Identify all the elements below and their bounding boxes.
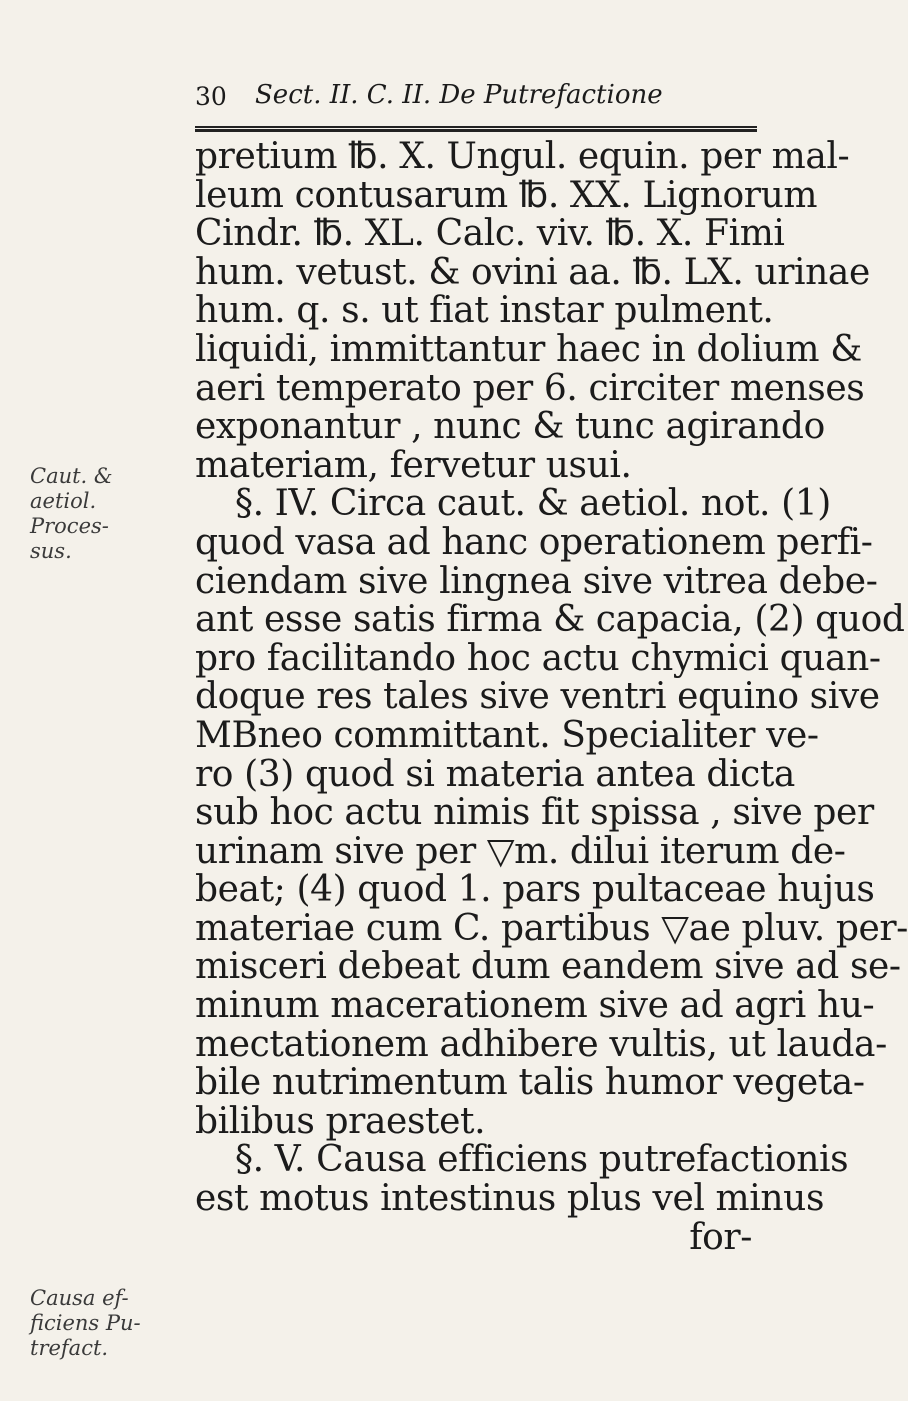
margin-note-line: trefact. xyxy=(30,1336,109,1360)
text-line: hum. vetust. & ovini aa. ℔. LX. urinae xyxy=(195,251,870,293)
page-number: 30 xyxy=(195,82,227,111)
text-line: est motus intestinus plus vel minus xyxy=(195,1178,825,1220)
running-head: Sect. II. C. II. De Putrefactione xyxy=(255,80,663,110)
header-rule xyxy=(195,126,757,132)
margin-note-line: Causa ef- xyxy=(30,1286,129,1310)
text-line: beat; (4) quod 1. pars pultaceae hujus xyxy=(195,869,875,911)
text-line: leum contusarum ℔. XX. Lignorum xyxy=(195,174,818,216)
text-line: Cindr. ℔. XL. Calc. viv. ℔. X. Fimi xyxy=(195,213,785,255)
text-line: ro (3) quod si materia antea dicta xyxy=(195,753,795,795)
text-line: urinam sive per ▽m. dilui iterum de- xyxy=(195,830,846,872)
margin-note-line: ficiens Pu- xyxy=(30,1311,141,1335)
text-line: bile nutrimentum talis humor vegeta- xyxy=(195,1062,865,1104)
page-header xyxy=(195,78,755,128)
text-line: quod vasa ad hanc operationem perfi- xyxy=(195,521,873,563)
margin-note-line: aetiol. xyxy=(30,489,97,513)
text-line: pretium ℔. X. Ungul. equin. per mal- xyxy=(195,136,850,177)
text-line: doque res tales sive ventri equino sive xyxy=(195,676,880,718)
text-line: materiae cum C. partibus ▽ae pluv. per- xyxy=(195,907,908,949)
text-line: hum. q. s. ut fiat instar pulment. xyxy=(195,290,774,332)
text-line: misceri debeat dum eandem sive ad se- xyxy=(195,946,901,988)
margin-note-line: sus. xyxy=(30,539,72,563)
text-line: bilibus praestet. xyxy=(195,1100,486,1142)
catchword: for- xyxy=(689,1216,752,1258)
text-line: materiam, fervetur usui. xyxy=(195,444,632,486)
text-line: aeri temperato per 6. circiter menses xyxy=(195,367,865,409)
text-line: mectationem adhibere vultis, ut lauda- xyxy=(195,1023,887,1065)
text-line: sub hoc actu nimis fit spissa , sive per xyxy=(195,792,874,834)
body-text xyxy=(195,136,908,1258)
text-line: minum macerationem sive ad agri hu- xyxy=(195,985,875,1027)
text-line: ant esse satis firma & capacia, (2) quod xyxy=(195,599,905,641)
margin-note-line: Proces- xyxy=(30,514,109,538)
text-line: exponantur , nunc & tunc agirando xyxy=(195,406,825,448)
paragraph-start-line: §. V. Causa efficiens putrefactionis xyxy=(235,1139,849,1181)
margin-note-line: Caut. & xyxy=(30,464,113,488)
text-line: liquidi, immittantur haec in dolium & xyxy=(195,328,862,370)
paragraph-start-line: §. IV. Circa caut. & aetiol. not. (1) xyxy=(235,483,831,525)
text-line: MBneo committant. Specialiter ve- xyxy=(195,714,819,756)
margin-note-cautiones xyxy=(30,464,180,564)
text-line: ciendam sive lingnea sive vitrea debe- xyxy=(195,560,878,602)
margin-note-causa xyxy=(30,1286,180,1361)
text-line: pro facilitando hoc actu chymici quan- xyxy=(195,637,881,679)
